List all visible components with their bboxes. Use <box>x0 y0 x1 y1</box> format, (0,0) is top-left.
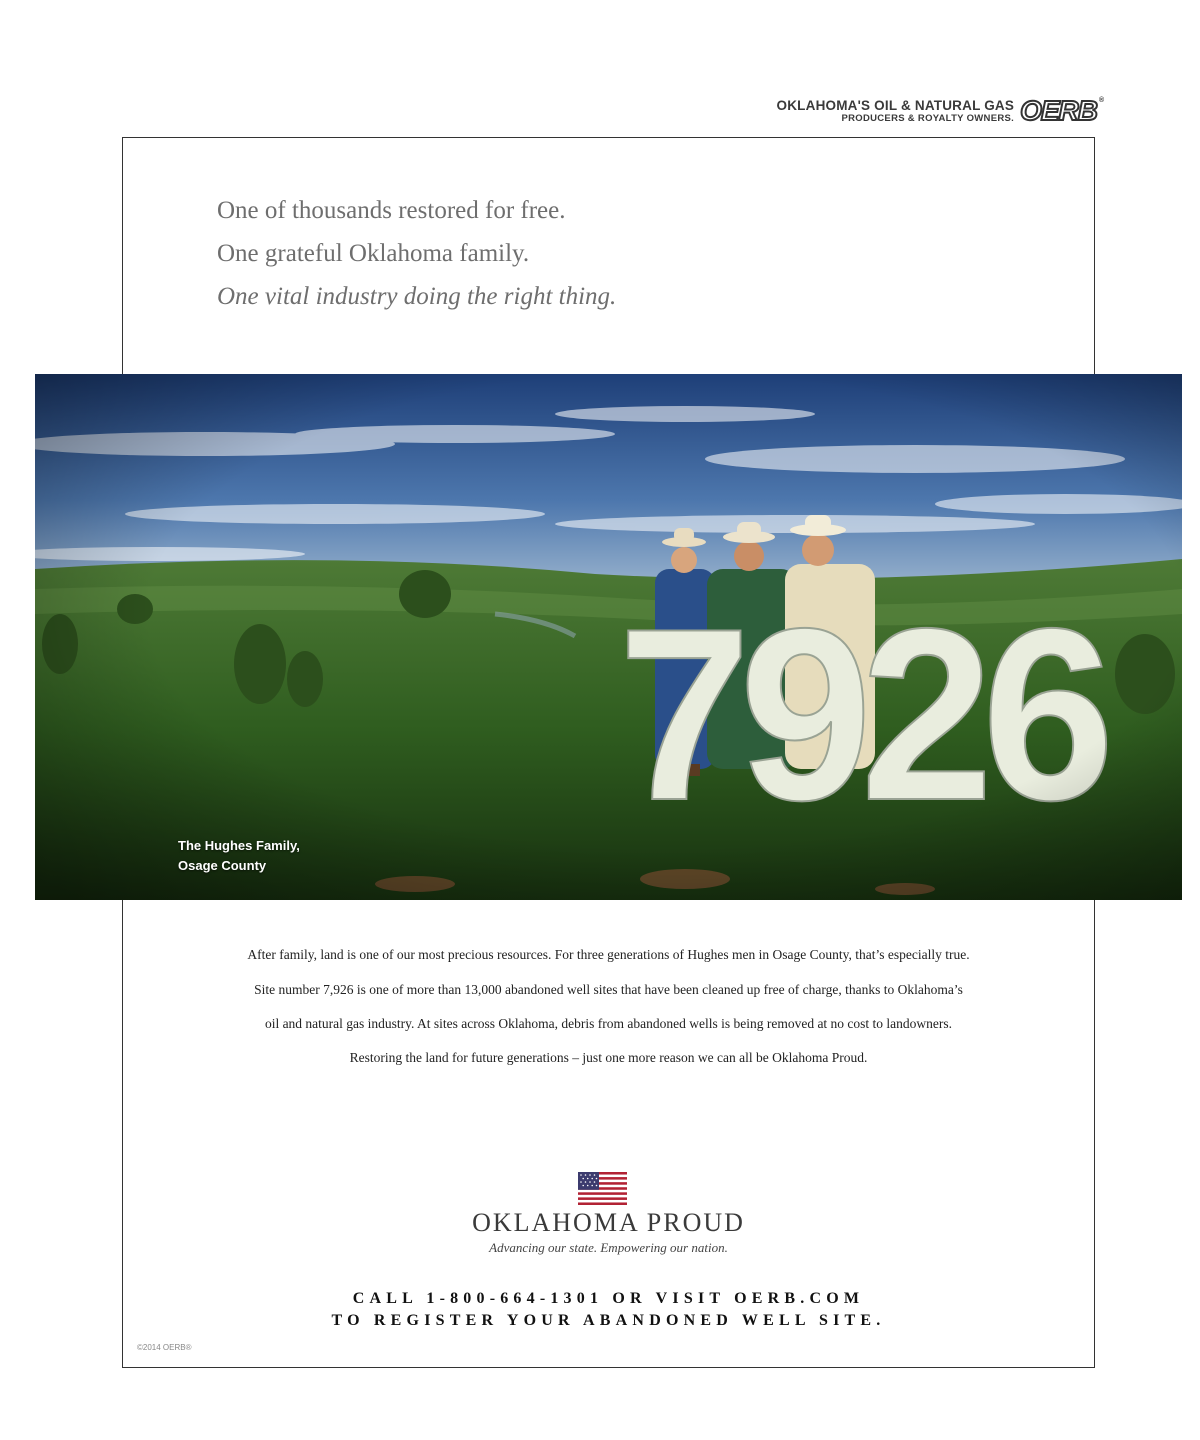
caption-line2: Osage County <box>178 858 267 873</box>
american-flag-icon <box>578 1172 627 1205</box>
hero-photo <box>35 374 1182 900</box>
oerb-reg-mark: ® <box>1098 97 1103 104</box>
photo-caption <box>178 836 300 876</box>
brand-line1: OKLAHOMA'S OIL & NATURAL GAS <box>776 97 1015 113</box>
landscape-scene <box>35 374 1182 900</box>
body-line4: Restoring the land for future generations – just one more reason we can all be Oklahoma Proud. <box>349 1050 868 1065</box>
oerb-brand[interactable] <box>776 95 1103 126</box>
body-line1: After family, land is one of our most precious resources. For three generations of Hughes men in Osage County, that’s especially true. <box>247 947 970 962</box>
oerb-logo <box>1020 95 1103 126</box>
copyright: ©2014 OERB® <box>137 1343 192 1352</box>
cta-line1[interactable]: CALL 1-800-664-1301 OR VISIT OERB.COM <box>352 1290 865 1307</box>
headline-line1: One of thousands restored for free. <box>217 197 566 224</box>
oklahoma-proud-title: OKLAHOMA PROUD <box>472 1208 745 1237</box>
headline-line2: One grateful Oklahoma family. <box>217 240 530 267</box>
brand-line2: PRODUCERS & ROYALTY OWNERS. <box>841 113 1015 124</box>
cta-line2: TO REGISTER YOUR ABANDONED WELL SITE. <box>331 1312 886 1329</box>
body-line3: oil and natural gas industry. At sites across Oklahoma, debris from abandoned wells is being removed at no cost to landowners. <box>264 1016 953 1031</box>
brand-text <box>777 99 1015 124</box>
body-line2: Site number 7,926 is one of more than 13,000 abandoned well sites that have been cleaned up free of charge, thanks to Oklahoma’s <box>254 982 963 997</box>
caption-line1: The Hughes Family, <box>178 838 300 853</box>
headline-line3: One vital industry doing the right thing. <box>217 283 617 310</box>
oerb-logo-text: OERB <box>1020 95 1097 126</box>
oklahoma-proud-tagline: Advancing our state. Empowering our nation. <box>489 1240 728 1255</box>
